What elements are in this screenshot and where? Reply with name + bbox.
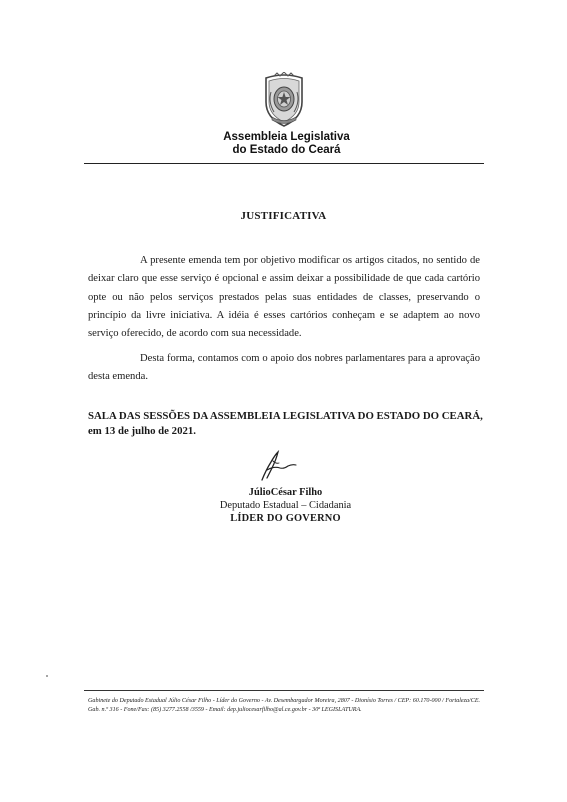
signatory-title: LÍDER DO GOVERNO xyxy=(230,513,341,524)
header-divider xyxy=(84,163,484,164)
justification-paragraph-1: A presente emenda tem por objetivo modificar os artigos citados, no sentido de deixar claro que esse serviço é opcional e assim deixar a possibilidade de que cada cartório opte ou não pelos serviços prestados pelas suas entidades de classes, preservando o princípio da livre iniciativa. A idéia é esses cartórios conheçam e se adaptem ao novo serviço oferecido, de acordo com sua necessidade. xyxy=(88,255,480,340)
scan-speck xyxy=(46,675,48,677)
document-heading: JUSTIFICATIVA xyxy=(240,210,327,222)
signatory-name: JúlioCésar Filho xyxy=(248,487,323,498)
footer-divider xyxy=(84,690,484,691)
session-room-statement: SALA DAS SESSÕES DA ASSEMBLEIA LEGISLATIVA DO ESTADO DO CEARÁ, em 13 de julho de 2021. xyxy=(88,410,483,437)
handwritten-signature-icon xyxy=(258,448,298,484)
footer-contact-info: Gabinete do Deputado Estadual Júlio César Filho - Líder do Governo - Av. Desembargador Moreira, 2807 - Dionísio Torres / CEP: 60.170-000 / Fortaleza/CE. Gab. n.º 316 - Fone/Fax: (85) 3277.2558 /3559 - Email: dep.juliocesarfilho@al.ce.gov.br - 30ª LEGISLATURA. xyxy=(88,698,481,713)
justification-paragraph-2: Desta forma, contamos com o apoio dos nobres parlamentares para a aprovação desta emenda. xyxy=(88,353,480,383)
coat-of-arms-seal-icon xyxy=(262,72,306,128)
assembly-name-line2: do Estado do Ceará xyxy=(232,144,341,156)
assembly-name-line1: Assembleia Legislativa xyxy=(223,131,350,143)
signatory-role: Deputado Estadual – Cidadania xyxy=(219,500,352,511)
